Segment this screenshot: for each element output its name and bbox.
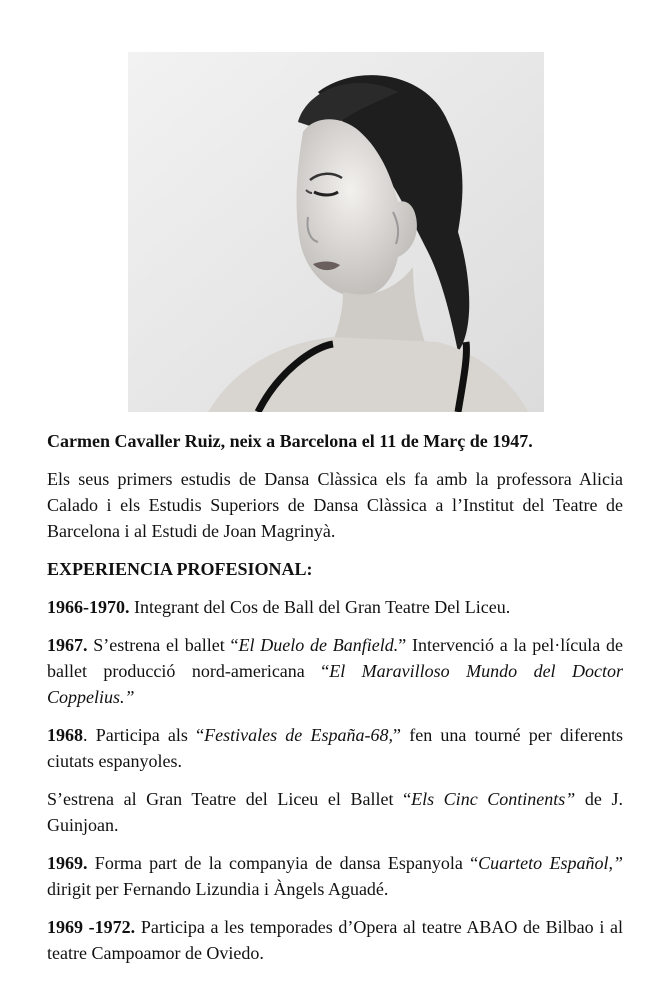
document-body	[47, 428, 623, 978]
experience-entry	[47, 594, 623, 620]
entry-text: de J. Guinjoan.	[47, 789, 623, 835]
entry-text: Participa a les temporades d’Opera al teatre ABAO de Bilbao i al teatre Campoamor de Oviedo.	[47, 917, 623, 963]
experience-entry	[47, 722, 623, 774]
entry-title: El Duelo de Banfield.	[238, 635, 399, 655]
experience-entry	[47, 850, 623, 902]
entry-title: Els Cinc Continents”	[411, 789, 576, 809]
entry-text: Integrant del Cos de Ball del Gran Teatre Del Liceu.	[129, 597, 511, 617]
entry-year: 1967.	[47, 635, 88, 655]
entry-text: ” fen una tourné per diferents ciutats espanyoles.	[47, 725, 623, 771]
experience-entry	[47, 632, 623, 710]
entry-text: Forma part de la companyia de dansa Espanyola “	[87, 853, 479, 873]
entry-year: 1969.	[47, 853, 88, 873]
entry-text: . Participa als “	[83, 725, 205, 745]
portrait-photo	[128, 52, 544, 412]
experience-entry	[47, 786, 623, 838]
entry-year: 1969 -1972.	[47, 917, 136, 937]
entry-text: dirigit per Fernando Lizundia i Àngels Aguadé.	[47, 879, 389, 899]
entry-title: Cuarteto Español,”	[478, 853, 623, 873]
biography-heading: Carmen Cavaller Ruiz, neix a Barcelona el 11 de Març de 1947.	[47, 431, 533, 451]
entry-text: S’estrena al Gran Teatre del Liceu el Ballet “	[47, 789, 412, 809]
entry-year: 1968	[47, 725, 83, 745]
intro-paragraph: Els seus primers estudis de Dansa Clàssica els fa amb la professora Alicia Calado i els Estudis Superiors de Dansa Clàssica a l’Institut del Teatre de Barcelona i al Estudi de Joan Magrinyà.	[47, 469, 623, 541]
experience-entry	[47, 914, 623, 966]
portrait-image	[128, 52, 544, 412]
section-title: EXPERIENCIA PROFESIONAL:	[47, 559, 313, 579]
entry-title: Festivales de España-68,	[204, 725, 393, 745]
entry-title: El Maravilloso Mundo del Doctor Coppelius.”	[47, 661, 623, 707]
entry-year: 1966-1970.	[47, 597, 130, 617]
entry-text: ” Intervenció a la pel·lícula de ballet producció nord-americana “	[47, 635, 623, 681]
entry-text: S’estrena el ballet “	[87, 635, 239, 655]
